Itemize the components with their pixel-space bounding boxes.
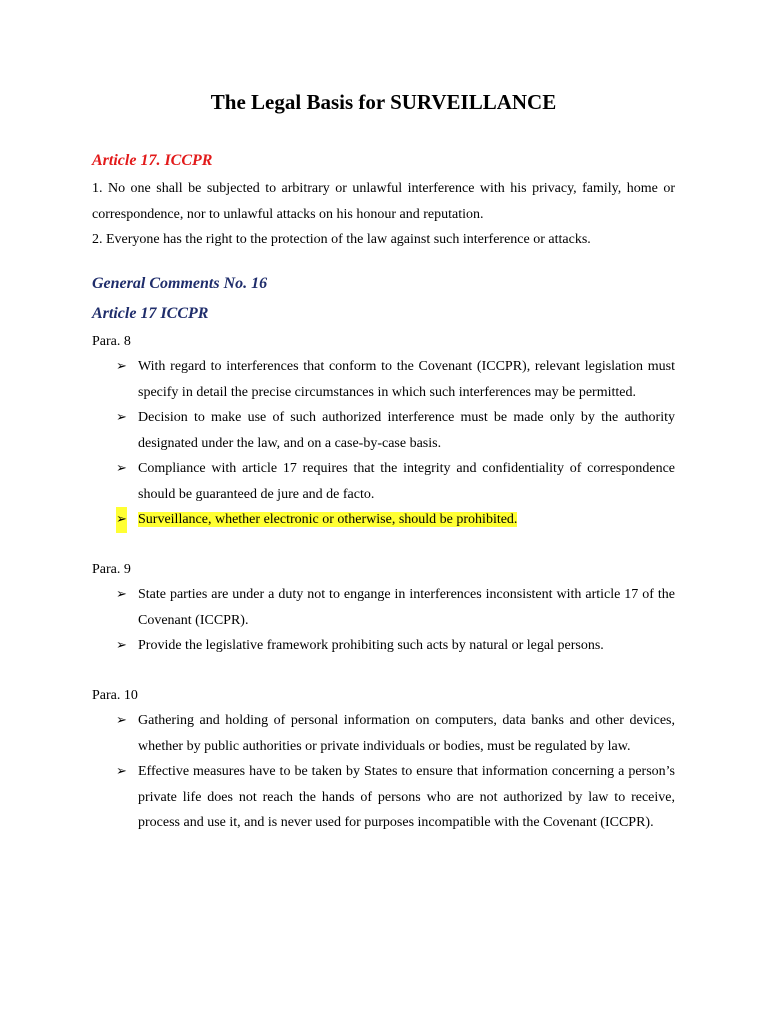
para-8-block bbox=[92, 329, 675, 533]
arrow-bullet-icon: ➢ bbox=[116, 638, 127, 653]
list-item-text: Effective measures have to be taken by States to ensure that information concerning a person’s private life does not reach the hands of persons who are not authorized by law to receive, process and use it, and is never used for purposes incompatible with the Covenant (ICCPR). bbox=[138, 764, 675, 830]
list-item bbox=[116, 633, 675, 659]
article-17-paragraph-1: 1. No one shall be subjected to arbitrary or unlawful interference with his privacy, family, home or correspondence, nor to unlawful attacks on his honour and reputation. bbox=[92, 181, 675, 222]
arrow-bullet-icon: ➢ bbox=[116, 764, 127, 779]
list-item bbox=[116, 759, 675, 836]
para-label: Para. 8 bbox=[92, 333, 131, 349]
list-item bbox=[116, 354, 675, 405]
arrow-bullet-icon: ➢ bbox=[116, 410, 127, 425]
arrow-bullet-icon: ➢ bbox=[116, 587, 127, 602]
list-item bbox=[116, 456, 675, 507]
list-item bbox=[116, 582, 675, 633]
para-label: Para. 10 bbox=[92, 687, 138, 703]
para-10-block bbox=[92, 683, 675, 836]
bullet-list bbox=[92, 354, 675, 533]
highlighted-text: Surveillance, whether electronic or otherwise, should be prohibited. bbox=[138, 512, 518, 527]
article-17-section bbox=[92, 150, 675, 253]
article-17-paragraph-2: 2. Everyone has the right to the protection of the law against such interference or attacks. bbox=[92, 232, 591, 247]
arrow-bullet-icon: ➢ bbox=[116, 461, 127, 476]
list-item-text: With regard to interferences that conform to the Covenant (ICCPR), relevant legislation must specify in detail the precise circumstances in which such interferences may be permitted. bbox=[138, 359, 675, 400]
bullet-list bbox=[92, 582, 675, 659]
arrow-bullet-icon: ➢ bbox=[116, 359, 127, 374]
list-item-text: Compliance with article 17 requires that the integrity and confidentiality of correspondence should be guaranteed de jure and de facto. bbox=[138, 461, 675, 502]
list-item-text: State parties are under a duty not to engange in interferences inconsistent with article 17 of the Covenant (ICCPR). bbox=[138, 587, 675, 628]
page-title: The Legal Basis for SURVEILLANCE bbox=[210, 90, 557, 114]
list-item bbox=[116, 405, 675, 456]
arrow-bullet-icon: ➢ bbox=[116, 713, 127, 728]
general-comments-subheading: Article 17 ICCPR bbox=[92, 304, 209, 322]
list-item-highlighted bbox=[116, 507, 675, 533]
general-comments-section bbox=[92, 269, 675, 836]
article-17-heading: Article 17. ICCPR bbox=[92, 152, 213, 169]
list-item-text: Gathering and holding of personal information on computers, data banks and other devices, whether by public authorities or private individuals or bodies, must be regulated by law. bbox=[138, 713, 675, 754]
para-label: Para. 9 bbox=[92, 561, 131, 577]
para-9-block bbox=[92, 557, 675, 659]
bullet-list bbox=[92, 708, 675, 836]
general-comments-heading: General Comments No. 16 bbox=[92, 274, 268, 292]
arrow-bullet-icon: ➢ bbox=[116, 507, 127, 533]
list-item-text: Provide the legislative framework prohibiting such acts by natural or legal persons. bbox=[138, 638, 604, 653]
list-item bbox=[116, 708, 675, 759]
list-item-text: Decision to make use of such authorized interference must be made only by the authority designated under the law, and on a case-by-case basis. bbox=[138, 410, 675, 451]
